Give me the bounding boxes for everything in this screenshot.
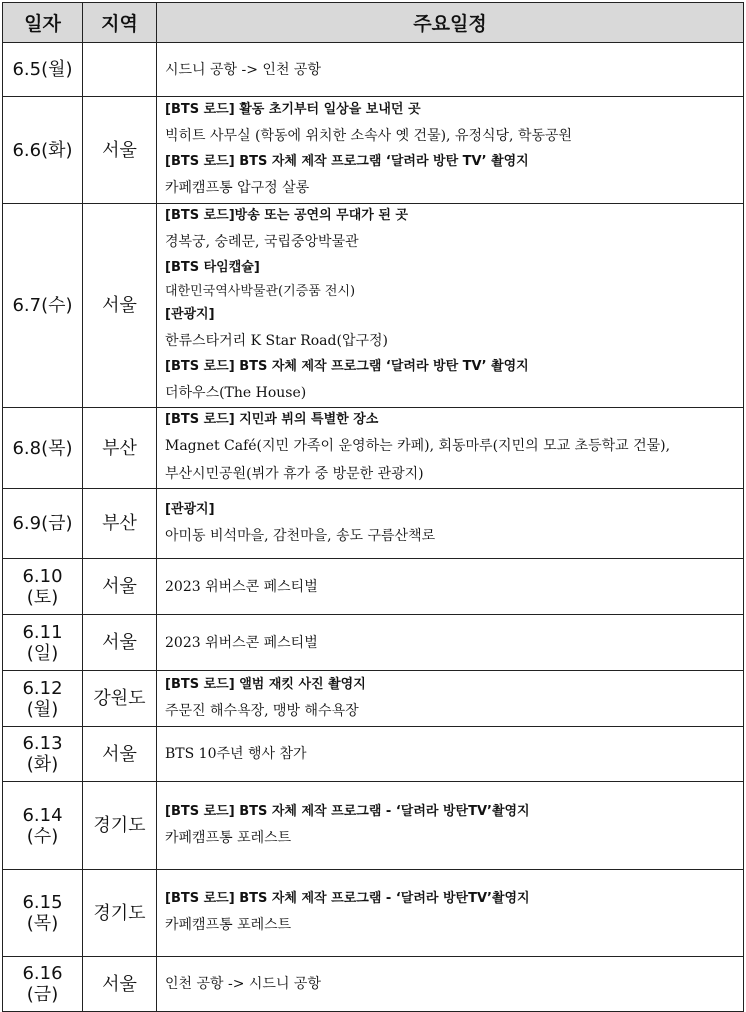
schedule-line: 2023 위버스콘 페스티벌	[165, 634, 318, 651]
schedule-line: BTS 10주년 행사 참가	[165, 746, 307, 762]
schedule-line: Magnet Café(지민 가족이 운영하는 카페), 회동마루(지민의 모교 초등학교 건물),	[165, 438, 671, 454]
itinerary-row	[3, 671, 744, 727]
header-schedule: 주요일정	[157, 3, 744, 43]
row-region: 서울	[83, 727, 157, 782]
row-region: 부산	[83, 489, 157, 559]
row-schedule	[157, 671, 744, 727]
schedule-line: 2023 위버스콘 페스티벌	[165, 578, 318, 595]
schedule-heading: [BTS 로드] BTS 자체 제작 프로그램 - ‘달려라 방탄TV’촬영지	[165, 891, 530, 906]
row-schedule	[157, 97, 744, 204]
schedule-heading: [관광지]	[165, 501, 215, 517]
itinerary-row	[3, 97, 744, 204]
schedule-heading: [BTS 로드] BTS 자체 제작 프로그램 - ‘달려라 방탄TV’촬영지	[165, 803, 530, 819]
schedule-line: 인천 공항 -> 시드니 공항	[165, 976, 321, 992]
itinerary-row	[3, 782, 744, 870]
row-region: 서울	[83, 957, 157, 1012]
itinerary-row	[3, 43, 744, 97]
row-schedule	[157, 408, 744, 489]
schedule-heading: [BTS 로드] 지민과 뷔의 특별한 장소	[165, 412, 379, 427]
schedule-heading: [BTS 로드] 활동 초기부터 일상을 보내던 곳	[165, 102, 421, 117]
schedule-heading: [BTS 로드] 앨범 재킷 사진 촬영지	[165, 676, 366, 692]
row-region: 서울	[83, 204, 157, 408]
row-schedule	[157, 957, 744, 1012]
schedule-line: 주문진 해수욕장, 맹방 해수욕장	[165, 702, 359, 719]
row-date: 6.12(월)	[3, 671, 83, 727]
schedule-line: 아미동 비석마을, 감천마을, 송도 구름산책로	[165, 527, 436, 544]
header-row	[3, 3, 744, 43]
schedule-heading: [BTS 로드]방송 또는 공연의 무대가 된 곳	[165, 208, 408, 223]
row-date: 6.9(금)	[3, 489, 83, 559]
row-region: 서울	[83, 559, 157, 615]
row-date: 6.13(화)	[3, 727, 83, 782]
row-schedule	[157, 727, 744, 782]
row-schedule	[157, 615, 744, 671]
itinerary-row	[3, 559, 744, 615]
row-date: 6.15(목)	[3, 870, 83, 957]
schedule-line: 경복궁, 숭례문, 국립중앙박물관	[165, 234, 359, 250]
schedule-line: 카페캠프통 압구정 살롱	[165, 180, 310, 196]
itinerary-row	[3, 489, 744, 559]
header-date: 일자	[3, 3, 83, 43]
row-region: 경기도	[83, 870, 157, 957]
row-region	[83, 43, 157, 97]
schedule-heading: [관광지]	[165, 307, 215, 322]
schedule-line: 카페캠프통 포레스트	[165, 829, 292, 846]
row-region: 서울	[83, 97, 157, 204]
schedule-heading: [BTS 타임캡슐]	[165, 260, 260, 275]
row-region: 서울	[83, 615, 157, 671]
schedule-line: 한류스타거리 K Star Road(압구정)	[165, 333, 388, 349]
row-schedule	[157, 782, 744, 870]
schedule-heading: [BTS 로드] BTS 자체 제작 프로그램 ‘달려라 방탄 TV’ 촬영지	[165, 154, 529, 169]
row-schedule	[157, 559, 744, 615]
itinerary-row	[3, 957, 744, 1012]
row-region: 경기도	[83, 782, 157, 870]
header-region: 지역	[83, 3, 157, 43]
row-date: 6.16(금)	[3, 957, 83, 1012]
itinerary-row	[3, 727, 744, 782]
schedule-line: 대한민국역사박물관(기증품 전시)	[165, 284, 356, 299]
row-schedule	[157, 870, 744, 957]
schedule-line: 시드니 공항 -> 인천 공항	[165, 61, 321, 78]
itinerary-row	[3, 408, 744, 489]
row-date: 6.7(수)	[3, 204, 83, 408]
itinerary-row	[3, 615, 744, 671]
schedule-line: 더하우스(The House)	[165, 385, 307, 401]
row-schedule	[157, 43, 744, 97]
schedule-heading: [BTS 로드] BTS 자체 제작 프로그램 ‘달려라 방탄 TV’ 촬영지	[165, 359, 529, 374]
row-region: 부산	[83, 408, 157, 489]
schedule-line: 빅히트 사무실 (학동에 위치한 소속사 옛 건물), 유정식당, 학동공원	[165, 128, 573, 144]
itinerary-row	[3, 870, 744, 957]
row-date: 6.10(토)	[3, 559, 83, 615]
row-schedule	[157, 204, 744, 408]
row-date: 6.6(화)	[3, 97, 83, 204]
row-date: 6.11(일)	[3, 615, 83, 671]
schedule-line: 카페캠프통 포레스트	[165, 917, 292, 933]
row-region: 강원도	[83, 671, 157, 727]
row-date: 6.5(월)	[3, 43, 83, 97]
row-schedule	[157, 489, 744, 559]
row-date: 6.8(목)	[3, 408, 83, 489]
itinerary-table	[2, 2, 744, 1012]
itinerary-body	[3, 43, 744, 1012]
row-date: 6.14(수)	[3, 782, 83, 870]
schedule-line: 부산시민공원(뷔가 휴가 중 방문한 관광지)	[165, 466, 424, 482]
itinerary-row	[3, 204, 744, 408]
